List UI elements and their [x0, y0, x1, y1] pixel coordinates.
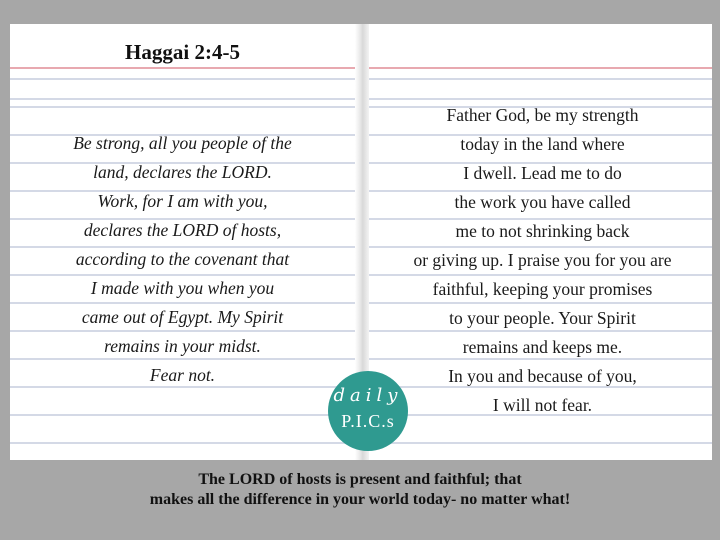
prayer-line: I will not fear. [492, 395, 593, 415]
prayer-line: In you and because of you, [448, 366, 637, 386]
verse-text [20, 129, 345, 390]
verse-line: I made with you when you [90, 278, 275, 298]
verse-line: land, declares the LORD. [93, 162, 272, 182]
caption-line: makes all the difference in your world today- no matter what! [149, 491, 571, 508]
prayer-line: remains and keeps me. [462, 337, 623, 357]
prayer-line: or giving up. I praise you for you are [413, 250, 672, 270]
prayer-line: the work you have called [454, 192, 631, 212]
prayer-line: me to not shrinking back [455, 221, 630, 241]
verse-line: Fear not. [149, 365, 216, 385]
prayer-line: Father God, be my strength [446, 105, 639, 125]
verse-line: remains in your midst. [104, 336, 261, 356]
verse-line: Work, for I am with you, [97, 191, 268, 211]
verse-line: Be strong, all you people of the [73, 133, 292, 153]
logo-word-text: P.I.C.s [341, 411, 395, 431]
prayer-text [370, 101, 712, 420]
prayer-line: to your people. Your Spirit [449, 308, 636, 328]
daily-pics-logo [328, 371, 408, 451]
caption-line: The LORD of hosts is present and faithful; that [198, 471, 522, 488]
verse-reference-title: Haggai 2:4-5 [125, 40, 240, 64]
prayer-line: faithful, keeping your promises [432, 279, 653, 299]
verse-line: declares the LORD of hosts, [83, 220, 282, 240]
logo-script-text: daily [333, 385, 403, 406]
notecard [10, 24, 712, 460]
prayer-line: I dwell. Lead me to do [463, 163, 622, 183]
prayer-line: today in the land where [460, 134, 625, 154]
verse-line: according to the covenant that [75, 249, 290, 269]
caption [0, 470, 720, 510]
verse-line: came out of Egypt. My Spirit [81, 307, 284, 327]
